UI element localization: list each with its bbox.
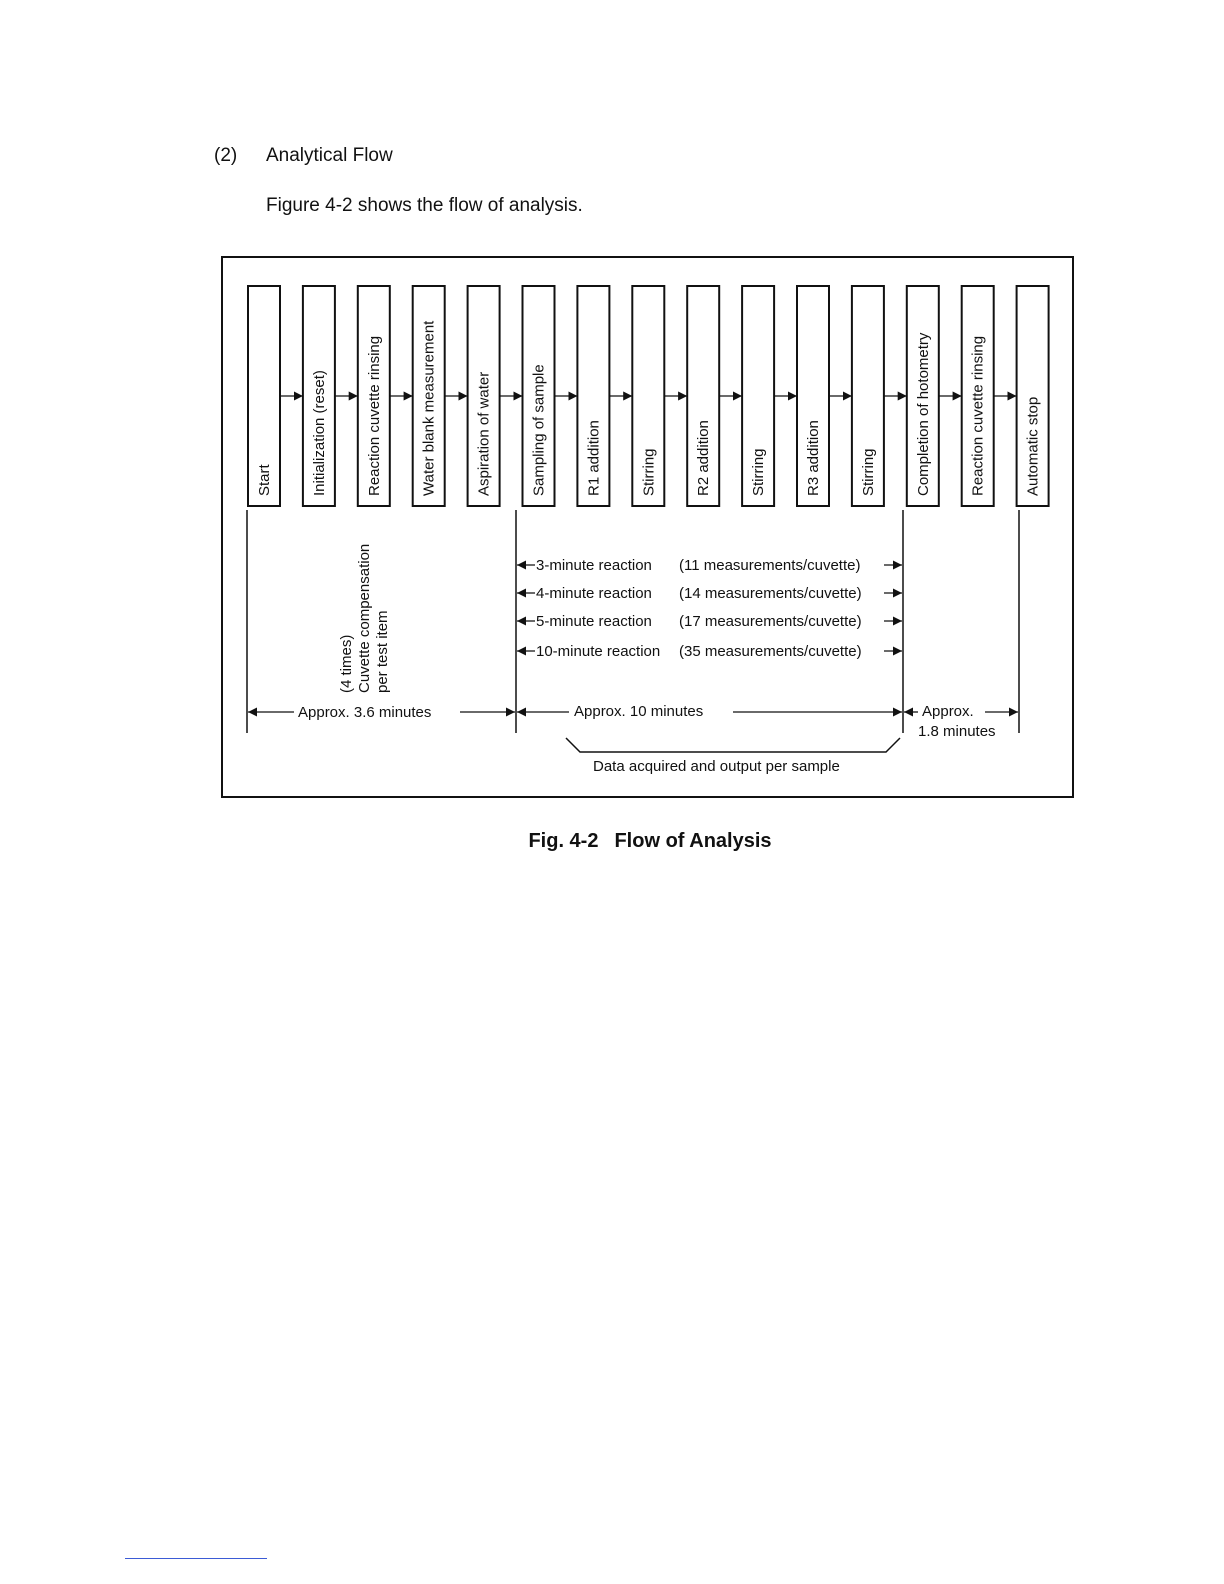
- step-box: [852, 286, 884, 506]
- step-box: [962, 286, 994, 506]
- step-box: [632, 286, 664, 506]
- compensation-line-3: per test item: [374, 610, 391, 693]
- step-label: Initialization (reset): [310, 370, 328, 496]
- compensation-line-1: (4 times): [338, 634, 355, 693]
- data-note: Data acquired and output per sample: [593, 758, 840, 775]
- reaction-measurements: (11 measurements/cuvette): [679, 557, 861, 574]
- step-box: [907, 286, 939, 506]
- duration-phase1: Approx. 3.6 minutes: [298, 704, 432, 721]
- step-label: Aspiration of water: [475, 371, 493, 496]
- step-box: [523, 286, 555, 506]
- data-bracket: [566, 738, 900, 752]
- step-label: Stirring: [640, 448, 658, 496]
- step-label: Automatic stop: [1024, 396, 1042, 496]
- reaction-label: 10-minute reaction: [536, 643, 661, 660]
- step-label: R1 addition: [585, 420, 603, 496]
- step-box: [577, 286, 609, 506]
- section-title: Analytical Flow: [266, 145, 393, 166]
- reaction-measurements: (17 measurements/cuvette): [679, 613, 862, 630]
- step-boxes: [248, 286, 1049, 506]
- step-box: [468, 286, 500, 506]
- reaction-label: 4-minute reaction: [536, 585, 652, 602]
- step-box: [797, 286, 829, 506]
- reaction-label: 5-minute reaction: [536, 613, 652, 630]
- step-box: [742, 286, 774, 506]
- step-box: [687, 286, 719, 506]
- reaction-label: 3-minute reaction: [536, 557, 652, 574]
- step-label: R2 addition: [695, 420, 713, 496]
- step-label: R3 addition: [805, 420, 822, 496]
- step-box: [413, 286, 445, 506]
- step-label: Stirring: [859, 448, 877, 496]
- step-label: Start: [256, 464, 273, 496]
- step-box: [303, 286, 335, 506]
- step-box: [358, 286, 390, 506]
- compensation-line-2: Cuvette compensation: [356, 543, 373, 693]
- step-label: Reaction cuvette rinsing: [365, 335, 383, 496]
- reaction-measurements: (14 measurements/cuvette): [679, 585, 862, 602]
- step-box: [1017, 286, 1049, 506]
- compensation-note: [338, 544, 391, 693]
- footnote-rule: [125, 1558, 267, 1559]
- section-number: (2): [214, 145, 238, 166]
- figure-caption: [0, 830, 1224, 853]
- reaction-rows: [517, 557, 902, 660]
- step-box: [248, 286, 280, 506]
- intro-text: Figure 4-2 shows the flow of analysis.: [266, 195, 583, 216]
- duration-phase3-line1: Approx.: [922, 703, 974, 720]
- duration-phase2: Approx. 10 minutes: [574, 703, 704, 720]
- step-label: Sampling of sample: [530, 364, 548, 496]
- step-label: Completion of hotometry: [914, 332, 932, 496]
- reaction-measurements: (35 measurements/cuvette): [679, 643, 862, 660]
- duration-phase3-line2: 1.8 minutes: [918, 723, 996, 740]
- step-label: Reaction cuvette rinsing: [969, 335, 987, 496]
- caption-title: Flow of Analysis: [614, 830, 772, 852]
- step-label: Water blank measurement: [420, 320, 438, 496]
- caption-number: Fig. 4-2: [528, 830, 599, 852]
- step-label: Stirring: [750, 448, 768, 496]
